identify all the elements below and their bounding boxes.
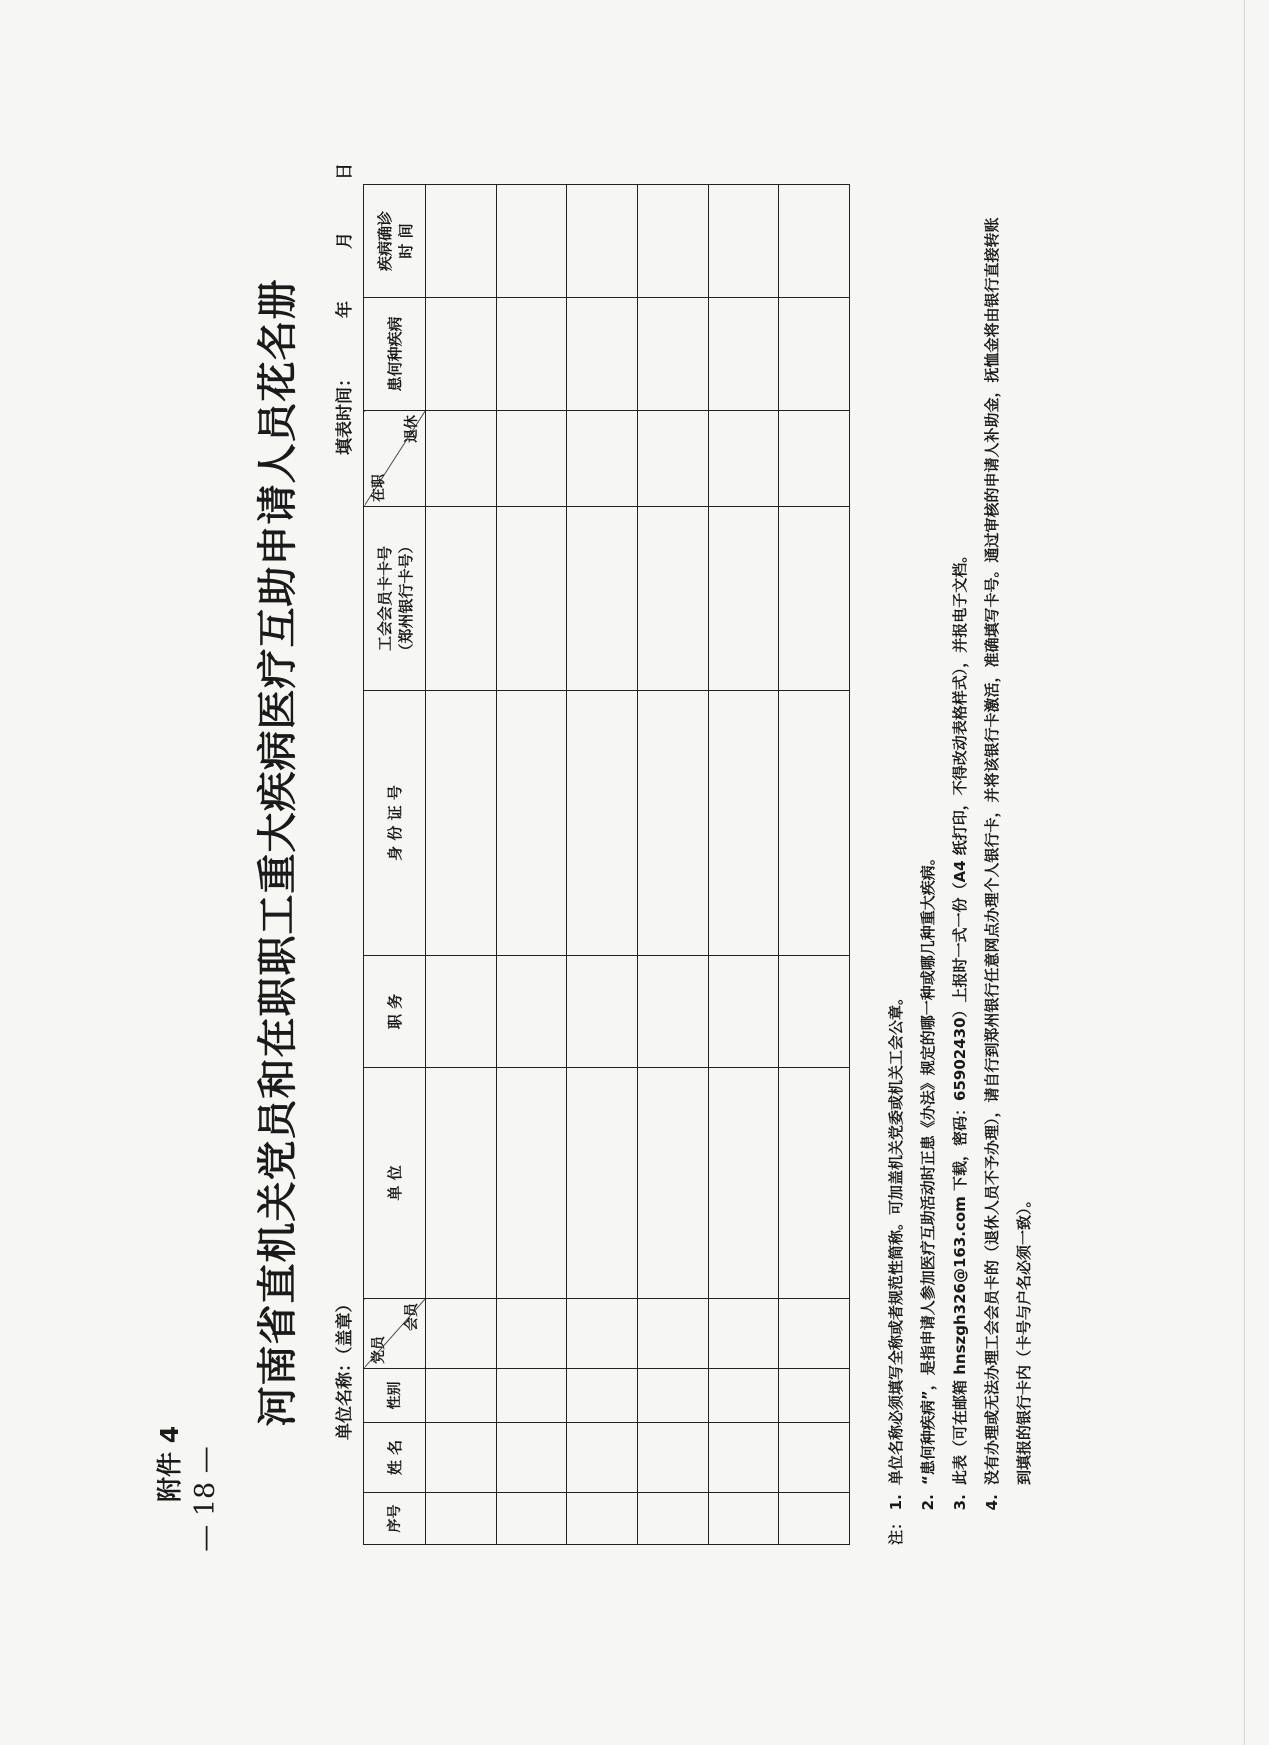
notes-label: 注： <box>887 1514 905 1545</box>
table-cell[interactable] <box>567 185 638 298</box>
table-cell[interactable] <box>496 1299 567 1369</box>
table-cell[interactable] <box>637 691 708 956</box>
table-cell[interactable] <box>708 1299 779 1369</box>
table-row <box>496 185 567 1545</box>
table-cell[interactable] <box>496 411 567 507</box>
header-name: 姓 名 <box>364 1423 426 1493</box>
attachment-label: 附件 4 <box>155 1425 184 1502</box>
header-seq: 序号 <box>364 1493 426 1545</box>
table-cell[interactable] <box>708 185 779 298</box>
table-cell[interactable] <box>567 1493 638 1545</box>
header-gender: 性别 <box>364 1369 426 1423</box>
table-cell[interactable] <box>426 411 497 507</box>
table-cell[interactable] <box>779 185 850 298</box>
fill-date-month: 月 <box>335 232 355 249</box>
table-cell[interactable] <box>637 1068 708 1299</box>
table-cell[interactable] <box>496 185 567 298</box>
fill-date <box>330 163 355 455</box>
table-cell[interactable] <box>567 956 638 1068</box>
header-union-member: 会员 <box>404 1303 420 1331</box>
table-cell[interactable] <box>426 1493 497 1545</box>
table-cell[interactable] <box>496 956 567 1068</box>
table-cell[interactable] <box>637 1369 708 1423</box>
header-id-number: 身 份 证 号 <box>364 691 426 956</box>
header-position: 职 务 <box>364 956 426 1068</box>
table-cell[interactable] <box>708 1493 779 1545</box>
table-cell[interactable] <box>496 1369 567 1423</box>
table-cell[interactable] <box>426 1068 497 1299</box>
table-cell[interactable] <box>779 1369 850 1423</box>
table-cell[interactable] <box>496 1068 567 1299</box>
table-cell[interactable] <box>496 1423 567 1493</box>
table-cell[interactable] <box>708 956 779 1068</box>
header-diagnosis-line1: 疾病确诊 <box>375 211 394 272</box>
table-cell[interactable] <box>426 1299 497 1369</box>
table-cell[interactable] <box>496 298 567 411</box>
fill-date-day: 日 <box>335 163 355 180</box>
table-cell[interactable] <box>779 1423 850 1493</box>
header-employment-status <box>364 411 426 507</box>
header-unit: 单 位 <box>364 1068 426 1299</box>
table-cell[interactable] <box>779 691 850 956</box>
notes-section <box>880 205 1040 1545</box>
table-cell[interactable] <box>708 1423 779 1493</box>
table-cell[interactable] <box>496 507 567 691</box>
header-card-line1: 工会会员卡卡号 <box>375 546 394 652</box>
note-item: 3. 此表（可在邮箱 hnszgh326@163.com 下载，密码：65902430）上报时一式一份（A4 纸打印，不得改动表格样式），并报电子文档。 <box>944 205 976 1489</box>
table-cell[interactable] <box>708 1369 779 1423</box>
table-cell[interactable] <box>496 1493 567 1545</box>
table-cell[interactable] <box>779 507 850 691</box>
table-cell[interactable] <box>637 298 708 411</box>
unit-name-label: 单位名称：（盖章） <box>335 1295 355 1440</box>
table-cell[interactable] <box>779 1068 850 1299</box>
document-title: 河南省直机关党员和在职职工重大疾病医疗互助申请人员花名册 <box>254 278 301 1427</box>
table-cell[interactable] <box>426 507 497 691</box>
table-row <box>779 185 850 1545</box>
table-cell[interactable] <box>567 411 638 507</box>
table-row <box>708 185 779 1545</box>
header-disease: 患何种疾病 <box>364 298 426 411</box>
table-cell[interactable] <box>567 691 638 956</box>
header-party-union <box>364 1299 426 1369</box>
fill-date-year: 年 <box>335 301 355 318</box>
table-cell[interactable] <box>637 1423 708 1493</box>
table-row <box>637 185 708 1545</box>
table-cell[interactable] <box>426 185 497 298</box>
table-cell[interactable] <box>637 185 708 298</box>
table-cell[interactable] <box>708 1068 779 1299</box>
table-cell[interactable] <box>637 1299 708 1369</box>
note-item: 4. 没有办理或无法办理工会会员卡的（退休人员不予办理），请自行到郑州银行任意网点办理个人银行卡，并将该银行卡激活，准确填写卡号。通过审核的申请人补助金，抚恤金将由银行直接转账到填报的银行卡内（卡号与户名必须一致）。 <box>976 205 1040 1489</box>
table-row <box>426 185 497 1545</box>
header-card-number <box>364 507 426 691</box>
table-cell[interactable] <box>567 1369 638 1423</box>
table-cell[interactable] <box>637 1493 708 1545</box>
table-cell[interactable] <box>426 298 497 411</box>
header-card-line2: （郑州银行卡号） <box>396 538 415 659</box>
table-cell[interactable] <box>708 298 779 411</box>
header-retired: 退休 <box>404 415 420 443</box>
note-item: 1. 单位名称必须填写全称或者规范性简称。可加盖机关党委或机关工会公章。 <box>880 205 912 1489</box>
table-cell[interactable] <box>779 956 850 1068</box>
table-cell[interactable] <box>637 956 708 1068</box>
table-row <box>567 185 638 1545</box>
applicant-roster-table <box>363 184 850 1545</box>
table-cell[interactable] <box>567 1068 638 1299</box>
table-cell[interactable] <box>779 1493 850 1545</box>
table-cell[interactable] <box>708 411 779 507</box>
table-cell[interactable] <box>637 507 708 691</box>
table-cell[interactable] <box>567 507 638 691</box>
page-number: — 18 — <box>190 1446 221 1552</box>
fill-date-label: 填表时间： <box>335 370 355 455</box>
header-diagnosis-line2: 时 间 <box>396 223 415 259</box>
table-cell[interactable] <box>637 411 708 507</box>
table-cell[interactable] <box>708 691 779 956</box>
table-cell[interactable] <box>426 956 497 1068</box>
table-cell[interactable] <box>779 1299 850 1369</box>
table-header-row <box>364 185 426 1545</box>
table-cell[interactable] <box>779 411 850 507</box>
header-diagnosis-time <box>364 185 426 298</box>
table-cell[interactable] <box>567 298 638 411</box>
header-employed: 在职 <box>371 474 387 502</box>
table-body <box>426 185 850 1545</box>
table-cell[interactable] <box>708 507 779 691</box>
table-cell[interactable] <box>779 298 850 411</box>
table-cell[interactable] <box>426 1423 497 1493</box>
note-item: 2. “患何种疾病”，是指申请人参加医疗互助活动时正患《办法》规定的哪一种或哪几种重大疾病。 <box>912 205 944 1489</box>
table-cell[interactable] <box>426 1369 497 1423</box>
table-cell[interactable] <box>567 1423 638 1493</box>
table-cell[interactable] <box>496 691 567 956</box>
table-cell[interactable] <box>567 1299 638 1369</box>
table-cell[interactable] <box>426 691 497 956</box>
header-party-member: 党员 <box>371 1336 387 1364</box>
